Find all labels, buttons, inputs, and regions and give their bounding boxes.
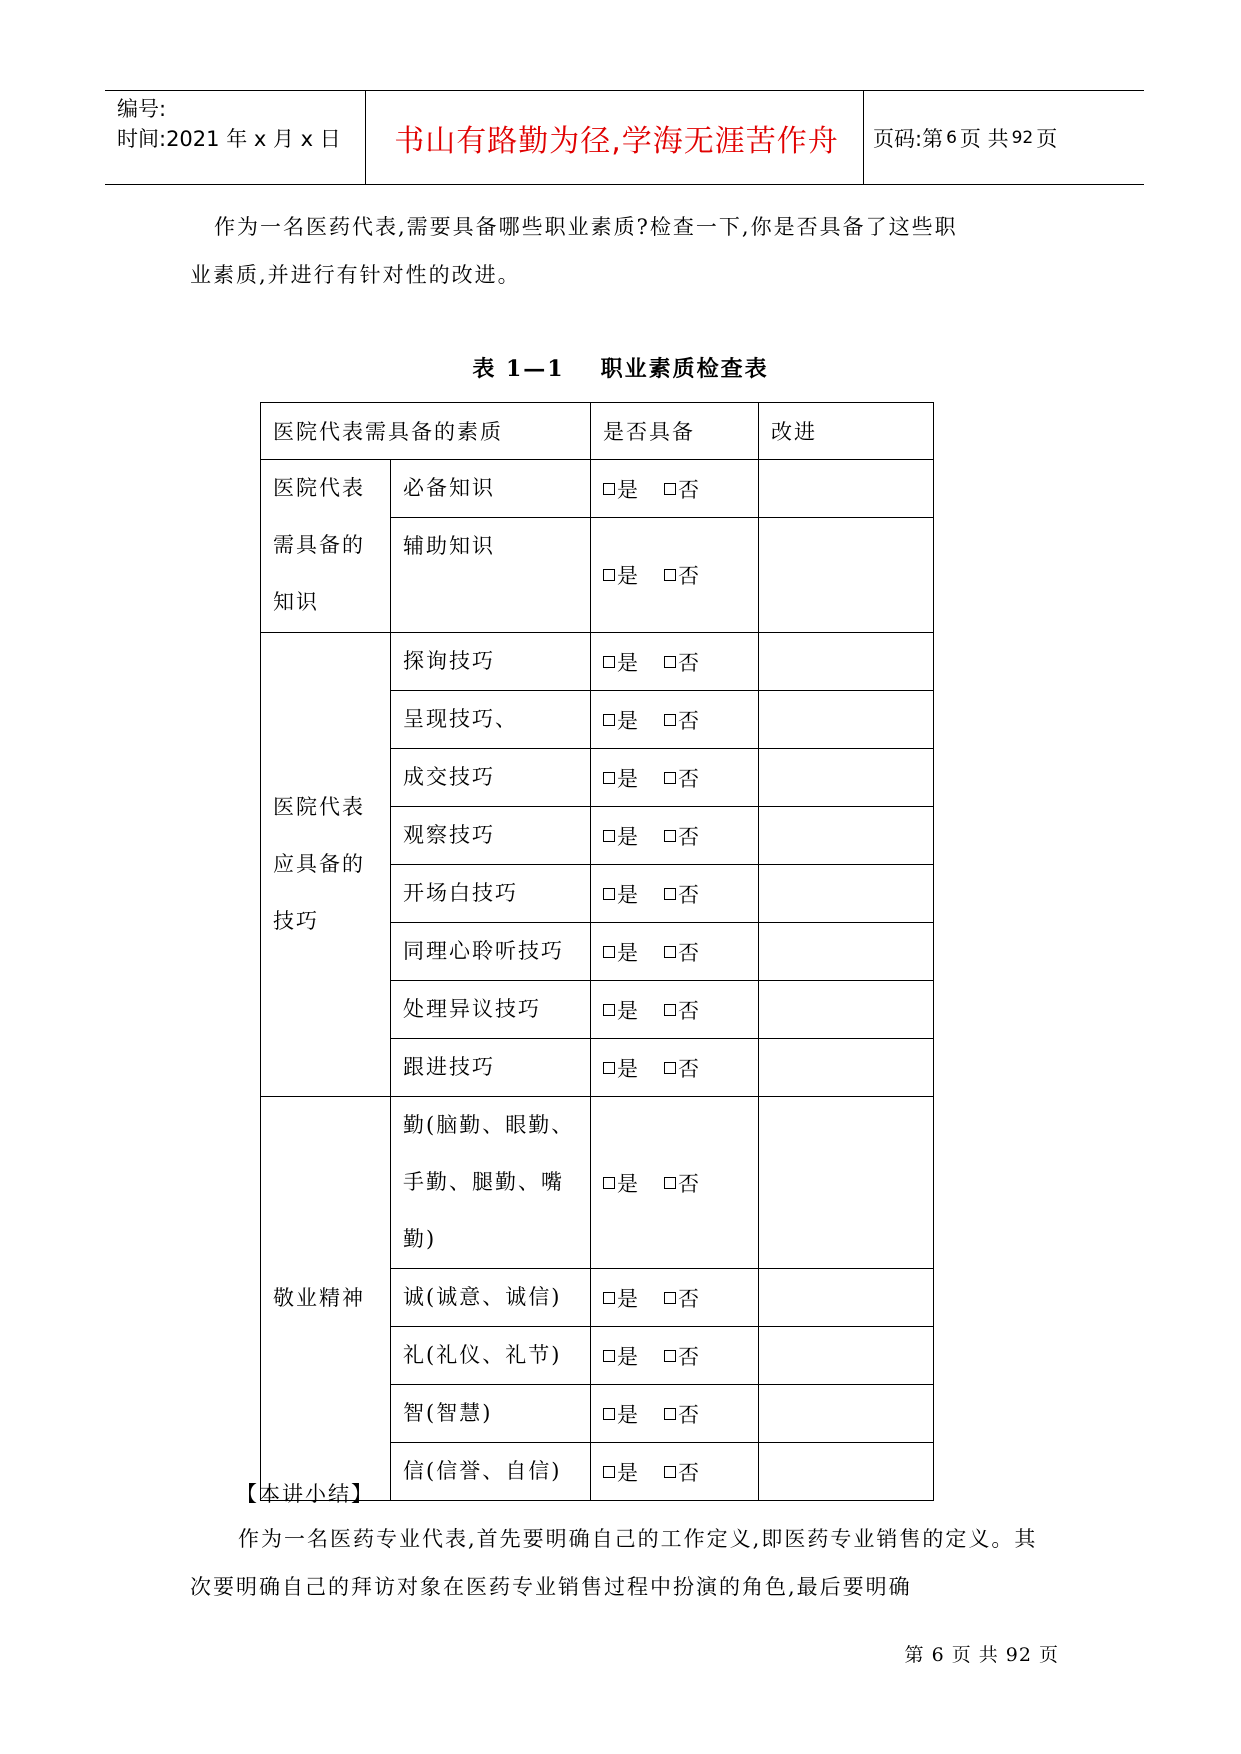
no-checkbox[interactable]	[664, 1408, 676, 1420]
improvement-cell[interactable]	[759, 691, 934, 749]
improvement-cell[interactable]	[759, 518, 934, 633]
item-label: 手勤、腿勤、嘴勤)	[403, 1170, 564, 1251]
page-header	[105, 90, 1144, 185]
table-row	[261, 1097, 934, 1269]
no-label: 否	[678, 1171, 701, 1196]
yes-checkbox[interactable]	[603, 1062, 615, 1074]
item-label: 同理心聆听技巧	[403, 939, 564, 963]
yes-label: 是	[617, 1171, 640, 1196]
improvement-cell[interactable]	[759, 807, 934, 865]
item-cell	[391, 1327, 591, 1385]
yes-label: 是	[617, 1056, 640, 1081]
no-label: 否	[678, 564, 701, 588]
no-checkbox[interactable]	[664, 714, 676, 726]
table-title	[0, 352, 1241, 383]
table-row	[261, 633, 934, 691]
yes-no-cell	[591, 1443, 759, 1501]
category-line: 医院代表	[273, 795, 365, 819]
summary-text: 作为一名医药专业代表,首先要明确自己的工作定义,即医药专业销售的定义。其次要明确自己的拜访对象在医药专业销售过程中扮演的角色,最后要明确	[190, 1527, 1038, 1599]
header-meta	[117, 94, 341, 154]
yes-no-cell	[591, 1269, 759, 1327]
no-checkbox[interactable]	[664, 1350, 676, 1362]
yes-checkbox[interactable]	[603, 1292, 615, 1304]
no-label: 否	[678, 940, 701, 965]
yes-label: 是	[617, 1344, 640, 1369]
header-has: 是否具备	[591, 403, 759, 460]
no-checkbox[interactable]	[664, 946, 676, 958]
category-line: 医院代表	[273, 476, 365, 500]
page-footer: 第 6 页 共 92 页	[904, 1644, 1059, 1666]
improvement-cell[interactable]	[759, 1443, 934, 1501]
improvement-cell[interactable]	[759, 865, 934, 923]
yes-no-cell	[591, 460, 759, 518]
improvement-cell[interactable]	[759, 633, 934, 691]
quality-check-table	[260, 402, 934, 1501]
no-label: 否	[678, 1056, 701, 1081]
no-label: 否	[678, 824, 701, 849]
no-label: 否	[678, 882, 701, 907]
no-checkbox[interactable]	[664, 1466, 676, 1478]
yes-checkbox[interactable]	[603, 1177, 615, 1189]
item-cell	[391, 1443, 591, 1501]
yes-checkbox[interactable]	[603, 830, 615, 842]
item-cell	[391, 460, 591, 518]
header-page-number: 页码:第 6 页 共 92 页	[873, 126, 1058, 151]
item-cell	[391, 1039, 591, 1097]
item-cell	[391, 749, 591, 807]
table-number: 表 1—1	[472, 356, 565, 382]
header-improve: 改进	[759, 403, 934, 460]
intro-line-2: 业素质,并进行有针对性的改进。	[190, 263, 521, 287]
yes-label: 是	[617, 824, 640, 849]
item-cell	[391, 1269, 591, 1327]
yes-label: 是	[617, 766, 640, 791]
yes-checkbox[interactable]	[603, 888, 615, 900]
yes-checkbox[interactable]	[603, 483, 615, 495]
yes-no-cell	[591, 1385, 759, 1443]
header-divider	[863, 91, 864, 184]
improvement-cell[interactable]	[759, 981, 934, 1039]
time-label: 时间:2021 年 x 月 x 日	[117, 127, 341, 151]
item-label: 信(信誉、自信)	[403, 1459, 562, 1483]
item-label: 必备知识	[403, 476, 495, 500]
category-line: 敬业精神	[273, 1286, 365, 1310]
no-checkbox[interactable]	[664, 830, 676, 842]
item-label: 探询技巧	[403, 649, 495, 673]
item-cell	[391, 981, 591, 1039]
yes-no-cell	[591, 518, 759, 633]
no-label: 否	[678, 1402, 701, 1427]
yes-checkbox[interactable]	[603, 946, 615, 958]
yes-label: 是	[617, 882, 640, 907]
yes-checkbox[interactable]	[603, 656, 615, 668]
no-checkbox[interactable]	[664, 569, 676, 581]
yes-checkbox[interactable]	[603, 569, 615, 581]
no-label: 否	[678, 1460, 701, 1485]
intro-line-1: 作为一名医药代表,需要具备哪些职业素质?检查一下,你是否具备了这些职	[214, 215, 958, 239]
category-line: 知识	[273, 590, 319, 614]
yes-no-cell	[591, 749, 759, 807]
yes-no-cell	[591, 923, 759, 981]
no-checkbox[interactable]	[664, 888, 676, 900]
no-label: 否	[678, 1286, 701, 1311]
no-label: 否	[678, 708, 701, 733]
yes-checkbox[interactable]	[603, 1350, 615, 1362]
no-checkbox[interactable]	[664, 656, 676, 668]
no-checkbox[interactable]	[664, 1177, 676, 1189]
no-checkbox[interactable]	[664, 1292, 676, 1304]
yes-no-cell	[591, 865, 759, 923]
item-label: 观察技巧	[403, 823, 495, 847]
yes-no-cell	[591, 1097, 759, 1269]
improvement-cell[interactable]	[759, 1385, 934, 1443]
item-label: 成交技巧	[403, 765, 495, 789]
yes-label: 是	[617, 998, 640, 1023]
item-cell	[391, 691, 591, 749]
yes-label: 是	[617, 940, 640, 965]
yes-checkbox[interactable]	[603, 1408, 615, 1420]
no-label: 否	[678, 477, 701, 502]
improvement-cell[interactable]	[759, 1327, 934, 1385]
summary-heading: 【本讲小结】	[236, 1482, 374, 1506]
header-quality: 医院代表需具备的素质	[261, 403, 591, 460]
no-label: 否	[678, 650, 701, 675]
category-cell	[261, 1097, 391, 1501]
yes-label: 是	[617, 708, 640, 733]
improvement-cell[interactable]	[759, 1097, 934, 1269]
improvement-cell[interactable]	[759, 460, 934, 518]
category-line: 需具备的	[273, 533, 365, 557]
item-cell	[391, 865, 591, 923]
no-checkbox[interactable]	[664, 1062, 676, 1074]
improvement-cell[interactable]	[759, 1269, 934, 1327]
item-label: 勤(脑勤、眼勤、	[403, 1113, 575, 1137]
improvement-cell[interactable]	[759, 923, 934, 981]
item-label: 诚(诚意、诚信)	[403, 1285, 562, 1309]
yes-no-cell	[591, 691, 759, 749]
yes-label: 是	[617, 1286, 640, 1311]
no-label: 否	[678, 998, 701, 1023]
table-name: 职业素质检查表	[600, 356, 769, 382]
item-cell	[391, 923, 591, 981]
item-cell	[391, 1097, 591, 1269]
no-label: 否	[678, 1344, 701, 1369]
header-motto: 书山有路勤为径,学海无涯苦作舟	[394, 123, 839, 159]
item-cell	[391, 807, 591, 865]
item-cell	[391, 1385, 591, 1443]
yes-checkbox[interactable]	[603, 1466, 615, 1478]
no-checkbox[interactable]	[664, 483, 676, 495]
yes-checkbox[interactable]	[603, 772, 615, 784]
yes-label: 是	[617, 477, 640, 502]
item-label: 智(智慧)	[403, 1401, 493, 1425]
yes-no-cell	[591, 1327, 759, 1385]
item-label: 礼(礼仪、礼节)	[403, 1343, 562, 1367]
yes-no-cell	[591, 633, 759, 691]
header-divider	[365, 91, 366, 184]
yes-checkbox[interactable]	[603, 1004, 615, 1016]
yes-no-cell	[591, 807, 759, 865]
no-checkbox[interactable]	[664, 1004, 676, 1016]
no-checkbox[interactable]	[664, 772, 676, 784]
yes-label: 是	[617, 1460, 640, 1485]
item-label: 开场白技巧	[403, 881, 518, 905]
yes-label: 是	[617, 650, 640, 675]
table-header-row	[261, 403, 934, 460]
improvement-cell[interactable]	[759, 1039, 934, 1097]
category-line: 应具备的	[273, 852, 365, 876]
yes-label: 是	[617, 1402, 640, 1427]
item-label: 辅助知识	[403, 534, 495, 558]
yes-no-cell	[591, 981, 759, 1039]
item-cell	[391, 633, 591, 691]
item-label: 呈现技巧、	[403, 707, 518, 731]
improvement-cell[interactable]	[759, 749, 934, 807]
category-line: 技巧	[273, 909, 319, 933]
category-cell	[261, 633, 391, 1097]
no-label: 否	[678, 766, 701, 791]
item-label: 跟进技巧	[403, 1055, 495, 1079]
yes-label: 是	[617, 564, 640, 588]
item-label: 处理异议技巧	[403, 997, 541, 1021]
number-label: 编号:	[117, 97, 167, 121]
item-cell	[391, 518, 591, 633]
yes-no-cell	[591, 1039, 759, 1097]
category-cell	[261, 460, 391, 633]
yes-checkbox[interactable]	[603, 714, 615, 726]
table-row	[261, 460, 934, 518]
